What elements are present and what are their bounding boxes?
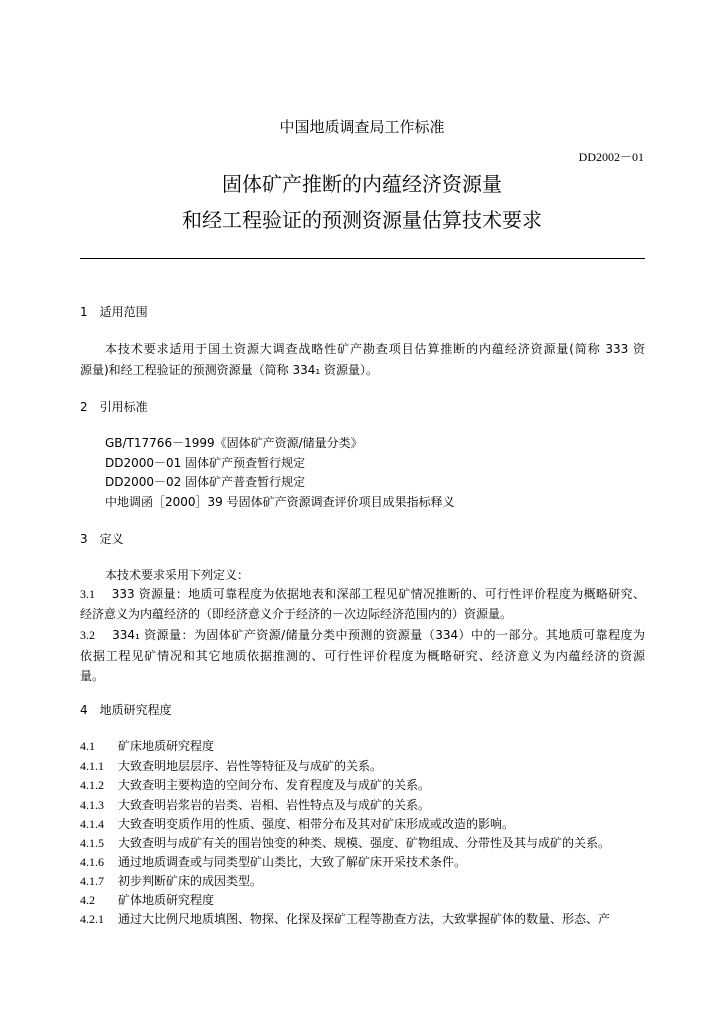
title-divider [80,258,645,259]
item-text: 初步判断矿床的成因类型。 [118,874,263,888]
list-item [80,891,214,908]
item-number: 4.1.1 [80,759,104,773]
reference-item: DD2000－02 固体矿产普查暂行规定 [105,475,306,489]
section-1-heading: 1 适用范围 [80,305,148,319]
item-number: 4.1.5 [80,836,104,850]
section-1-paragraph-line2: 源量)和经工程验证的预测资源量（简称 334₁ 资源量）。 [80,363,379,377]
reference-item: DD2000－01 固体矿产预查暂行规定 [105,456,306,470]
item-text: 大致查明地层层序、岩性等特征及与成矿的关系。 [118,759,383,773]
item-text: 大致查明变质作用的性质、强度、相带分布及其对矿床形成或改造的影响。 [118,817,515,831]
item-number: 4.1.3 [80,798,104,812]
document-title-line2: 和经工程验证的预测资源量估算技术要求 [182,208,542,232]
list-item [80,910,610,927]
item-number: 4.2.1 [80,912,104,926]
list-item [80,737,214,754]
item-number: 4.2 [80,893,95,907]
item-number: 4.1.7 [80,874,104,888]
reference-item: GB/T17766－1999《固体矿产资源/储量分类》 [105,436,363,450]
section-3-heading: 3 定义 [80,532,124,546]
document-title-line1: 固体矿产推断的内蕴经济资源量 [222,172,502,196]
definition-text: 333 资源量：地质可靠程度为依据地表和深部工程见矿情况推断的、可行性评价程度为概略研究、 [111,587,645,601]
definition-number: 3.1 [80,587,95,601]
reference-item: 中地调函［2000］39 号固体矿产资源调查评价项目成果指标释义 [105,495,455,509]
definition-3-1-line2: 经济意义为内蕴经济的（即经济意义介于经济的－次边际经济范围内的）资源量。 [80,607,513,621]
issuer-line: 中国地质调查局工作标准 [279,118,445,136]
definition-number: 3.2 [80,628,95,642]
list-item [80,757,382,774]
definition-3-2-line3: 量。 [80,669,105,683]
definition-text: 334₁ 资源量：为固体矿产资源/储量分类中预测的资源量（334）中的一部分。其地质可靠程度为 [112,628,645,642]
item-number: 4.1 [80,739,95,753]
item-number: 4.1.4 [80,817,104,831]
definition-3-2-line1 [80,626,645,643]
list-item [80,815,514,832]
section-2-heading: 2 引用标准 [80,400,148,414]
section-1-paragraph-line1: 本技术要求适用于国土资源大调查战略性矿产勘查项目估算推断的内蕴经济资源量(简称 333 资 [105,342,645,356]
item-text: 大致查明主要构造的空间分布、发育程度及与成矿的关系。 [118,778,431,792]
standard-code: DD2002－01 [578,150,644,164]
definition-3-1-line1 [80,585,645,602]
section-3-intro: 本技术要求采用下列定义： [105,568,250,582]
list-item [80,872,262,889]
section-4-heading: 4 地质研究程度 [80,703,172,717]
list-item [80,776,430,793]
list-item [80,796,430,813]
list-item [80,834,610,851]
item-text: 通过地质调查或与同类型矿山类比，大致了解矿床开采技术条件。 [118,855,467,869]
list-item [80,853,466,870]
item-text: 矿床地质研究程度 [118,739,215,753]
item-text: 大致查明与成矿有关的围岩蚀变的种类、规模、强度、矿物组成、分带性及其与成矿的关系。 [118,836,611,850]
item-text: 矿体地质研究程度 [118,893,215,907]
item-text: 通过大比例尺地质填图、物探、化探及探矿工程等勘查方法，大致掌握矿体的数量、形态、产 [118,912,611,926]
definition-3-2-line2: 依据工程见矿情况和其它地质依据推测的、可行性评价程度为概略研究、经济意义为内蕴经济的资源 [80,649,645,663]
item-number: 4.1.2 [80,778,104,792]
item-text: 大致查明岩浆岩的岩类、岩相、岩性特点及与成矿的关系。 [118,798,431,812]
item-number: 4.1.6 [80,855,104,869]
